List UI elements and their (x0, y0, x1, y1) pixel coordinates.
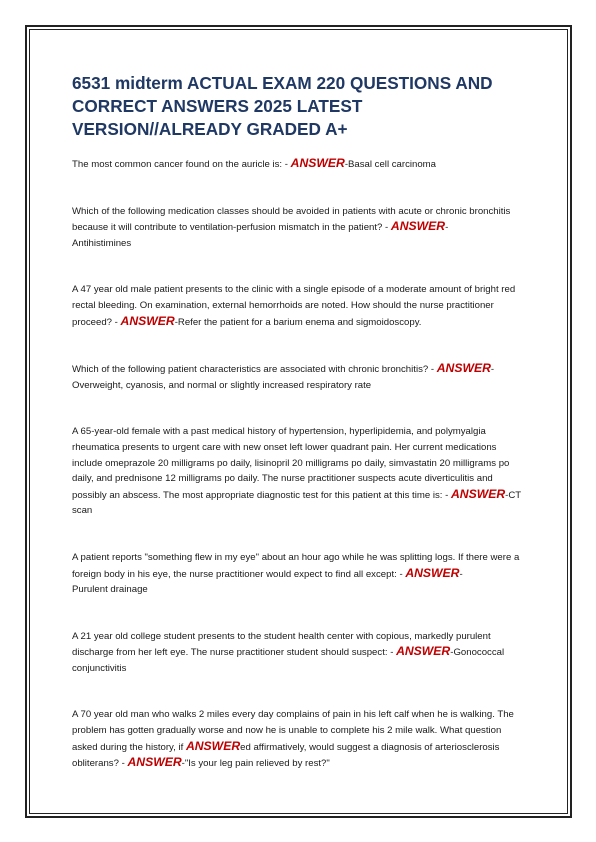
answer-label-inline: ANSWER (185, 738, 241, 753)
answer-label: ANSWER (436, 361, 491, 376)
answer-text: Gonococcal conjunctivitis (72, 647, 505, 674)
qa-item-3: A 47 year old male patient presents to the clinic with a single episode of a moderate amount of bright red rectal bleeding. On examination, external hemorrhoids are noted. How should the nurse practitioner proceed? - ANSWER-Refer the patient for a barium enema and sigmoidoscopy. (72, 284, 516, 328)
document-body (72, 72, 524, 772)
qa-item-5: A 65-year-old female with a past medical history of hypertension, hyperlipidemia, and polymyalgia rheumatica presents to urgent care with new onset left lower quadrant pain. Her current medications include omeprazole 20 milligrams po daily, lisinopril 20 milligrams po daily, simvastatin 20 milligrams po daily, and prednisone 12 milligrams po daily. The nurse practitioner suspects acute diverticulitis and possibly an abscess. The most appropriate diagnostic test for this patient at this time is: - ANSWER-CT scan (72, 426, 521, 517)
answer-label: ANSWER (290, 156, 345, 170)
question-text: A 21 year old college student presents to the student health center with copious, markedly purulent discharge from her left eye. The nurse practitioner student should suspect: (72, 630, 491, 659)
answer-text: Antihistimines (72, 237, 132, 249)
question-text: The most common cancer found on the auricle is: (72, 159, 283, 170)
answer-label: ANSWER (390, 219, 446, 234)
answer-label: ANSWER (127, 755, 182, 770)
answer-text: Purulent drainage (72, 584, 148, 596)
question-text: A 70 year old man who walks 2 miles every day complains of pain in his left calf when he is walking. The problem has gotten gradually worse and now he is unable to complete his 2 mile walk. What question asked during the history, if (72, 709, 514, 753)
qa-item-8: A 70 year old man who walks 2 miles every day complains of pain in his left calf when he is walking. The problem has gotten gradually worse and now he is unable to complete his 2 mile walk. What question asked during the history, if ANSWERed affirmatively, would suggest a diagnosis of arteriosclerosis obliterans? - ANSWER-"Is your leg pain relieved by rest?" (72, 709, 514, 770)
qa-item-4: Which of the following patient characteristics are associated with chronic bronchitis? - ANSWER- Overweight, cyanosis, and normal or slightly increased respiratory rate (72, 361, 495, 391)
answer-text: Overweight, cyanosis, and normal or slightly increased respiratory rate (72, 379, 372, 391)
answer-text: "Is your leg pain relieved by rest?" (184, 758, 330, 770)
question-text: Which of the following patient characteristics are associated with chronic bronchitis? (72, 364, 429, 376)
question-text: A patient reports "something flew in my eye" about an hour ago while he was splitting logs. If there were a foreign body in his eye, the nurse practitioner would expect to find all except: (72, 551, 520, 580)
document-title: 6531 midterm ACTUAL EXAM 220 QUESTIONS AND CORRECT ANSWERS 2025 LATEST VERSION//ALREADY GRADED A+ (72, 73, 493, 139)
answer-label: ANSWER (396, 644, 451, 659)
qa-item-7: A 21 year old college student presents to the student health center with copious, markedly purulent discharge from her left eye. The nurse practitioner student should suspect: - ANSWER-Gonococcal conjunctivitis (72, 630, 505, 674)
answer-text: Basal cell carcinoma (348, 159, 436, 170)
answer-text: Refer the patient for a barium enema and sigmoidoscopy. (177, 316, 422, 328)
qa-item-1: The most common cancer found on the auricle is: - ANSWER-Basal cell carcinoma (72, 156, 436, 170)
qa-item-2: Which of the following medication classes should be avoided in patients with acute or chronic bronchitis because it will contribute to ventilation-perfusion mismatch in the patient? - ANSWER- Antihistimines (72, 205, 511, 249)
question-text: A 47 year old male patient presents to the clinic with a single episode of a moderate amount of bright red rectal bleeding. On examination, external hemorrhoids are noted. How should the nurse practitioner proceed? (72, 284, 516, 328)
answer-text: CT scan (72, 489, 521, 517)
answer-label: ANSWER (450, 486, 506, 501)
answer-label: ANSWER (405, 565, 460, 580)
question-text: Which of the following medication classes should be avoided in patients with acute or chronic bronchitis because it will contribute to ventilation-perfusion mismatch in the patient? (72, 205, 511, 234)
answer-label: ANSWER (120, 313, 175, 328)
qa-item-6: A patient reports "something flew in my eye" about an hour ago while he was splitting logs. If there were a foreign body in his eye, the nurse practitioner would expect to find all except: - ANSWER- Purulent drainage (72, 551, 520, 596)
question-text: A 65-year-old female with a past medical history of hypertension, hyperlipidemia, and polymyalgia rheumatica presents to urgent care with new onset left lower quadrant pain. Her current medications include omeprazole 20 milligrams po daily, lisinopril 20 milligrams po daily, simvastatin 20 milligrams po daily, and prednisone 12 milligrams po daily. The nurse practitioner suspects acute diverticulitis and possibly an abscess. The most appropriate diagnostic test for this patient at this time is: (72, 426, 510, 501)
